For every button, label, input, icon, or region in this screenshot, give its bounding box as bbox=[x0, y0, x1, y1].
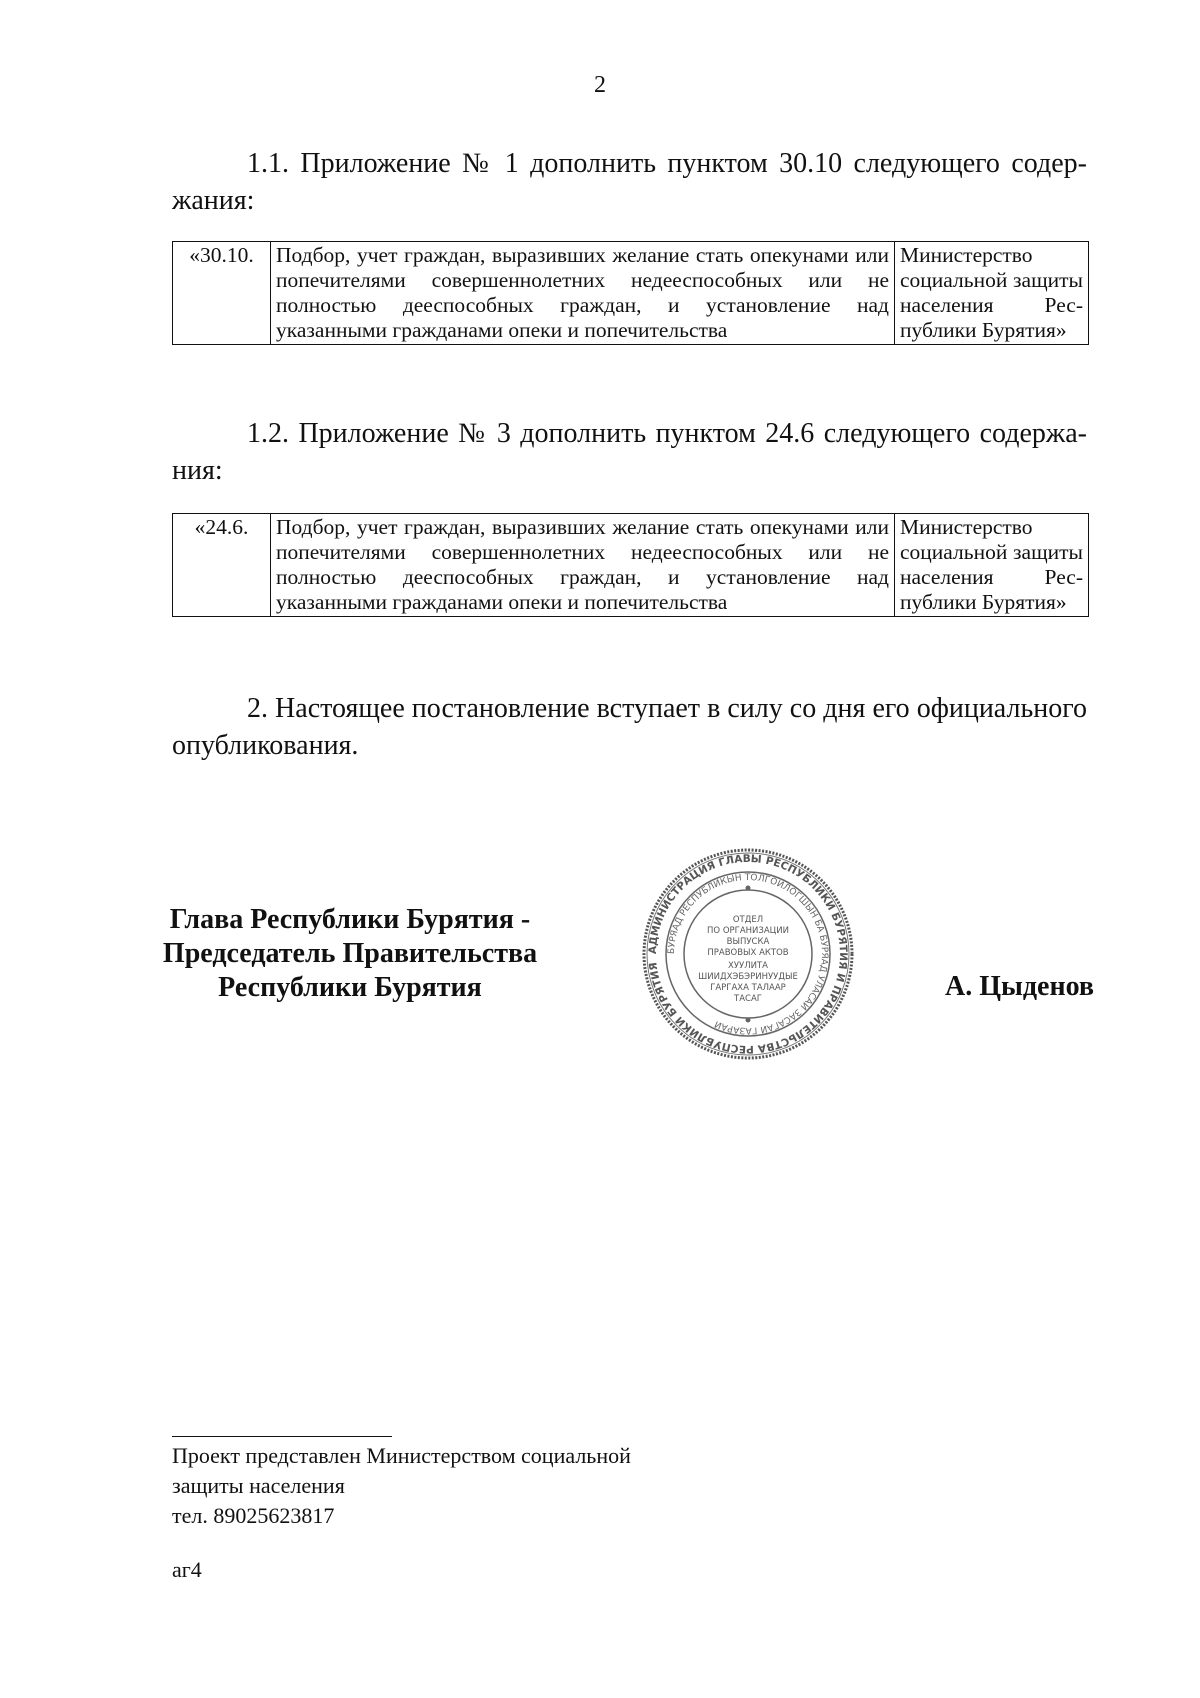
item-number-cell: «30.10. bbox=[173, 242, 271, 345]
paragraph-1-1: 1.1. Приложение № 1 дополнить пунктом 30.10 следующего содержания: bbox=[172, 148, 1087, 216]
signer-title bbox=[150, 903, 550, 1005]
item-description-cell: Подбор, учет граждан, выразивших желание стать опекунами или попечителями совершеннолетних недееспособных или не полностью дееспособных граждан, и установление над указанными гражданами опеки и попечительства bbox=[271, 242, 895, 345]
amendment-table-30-10 bbox=[172, 241, 1089, 345]
official-seal-icon bbox=[640, 846, 856, 1062]
responsible-body-cell: Министерство социальной защиты населения Республики Бурятия» bbox=[895, 514, 1089, 617]
official-seal bbox=[640, 846, 856, 1062]
responsible-body-cell: Министерство социальной защиты населения Республики Бурятия» bbox=[895, 242, 1089, 345]
paragraph-1-2: 1.2. Приложение № 3 дополнить пунктом 24.6 следующего содержания: bbox=[172, 418, 1087, 486]
seal-center-line: ПРАВОВЫХ АКТОВ bbox=[707, 948, 789, 958]
signer-name: А. Цыденов bbox=[945, 971, 1095, 1002]
signer-title-line: Председатель Правительства bbox=[162, 938, 538, 969]
footnote-phone: тел. 89025623817 bbox=[172, 1503, 335, 1528]
seal-center-line: ТАСАГ bbox=[734, 994, 762, 1004]
page-number: 2 bbox=[594, 72, 606, 98]
seal-center-line: ПО ОРГАНИЗАЦИИ bbox=[707, 926, 789, 936]
table-row bbox=[173, 242, 1089, 345]
seal-center-line: ХУУЛИТА bbox=[728, 961, 768, 971]
footnote-line: Проект представлен Министерством социальной bbox=[172, 1443, 631, 1468]
seal-outer-text: АДМИНИСТРАЦИЯ ГЛАВЫ РЕСПУБЛИКИ БУРЯТИЯ И ПРАВИТЕЛЬСТВА РЕСПУБЛИКИ БУРЯТИЯ bbox=[646, 852, 850, 1056]
seal-center-line: ШИИДХЭБЭРИНУУДЫЕ bbox=[698, 972, 798, 982]
item-description-cell: Подбор, учет граждан, выразивших желание стать опекунами или попечителями совершеннолетних недееспособных или не полностью дееспособных граждан, и установление над указанными гражданами опеки и попечительства bbox=[271, 514, 895, 617]
seal-center-line: ОТДЕЛ bbox=[732, 915, 764, 925]
item-number-cell: «24.6. bbox=[173, 514, 271, 617]
amendment-table-24-6 bbox=[172, 513, 1089, 617]
footnote-line: защиты населения bbox=[172, 1473, 345, 1498]
paragraph-2: 2. Настоящее постановление вступает в силу со дня его официального опубликования. bbox=[172, 693, 1087, 761]
signer-title-line: Республики Бурятия bbox=[218, 972, 482, 1003]
footnote-divider bbox=[172, 1436, 392, 1437]
table-row bbox=[173, 514, 1089, 617]
seal-center-line: ГАРГАХА ТАЛААР bbox=[710, 983, 786, 993]
signer-title-line: Глава Республики Бурятия - bbox=[169, 904, 531, 935]
seal-inner-text: БУРЯАД РЕСПУБЛИКЫН ТОЛГОЙЛОГШЫН БА БУРЯАД УЛАСАЙ ЗАСАГАЙ ГАЗАРАЙ bbox=[666, 872, 830, 1036]
seal-center-line: ВЫПУСКА bbox=[726, 937, 770, 947]
footnote bbox=[172, 1441, 631, 1531]
document-index: аг4 bbox=[172, 1557, 202, 1582]
